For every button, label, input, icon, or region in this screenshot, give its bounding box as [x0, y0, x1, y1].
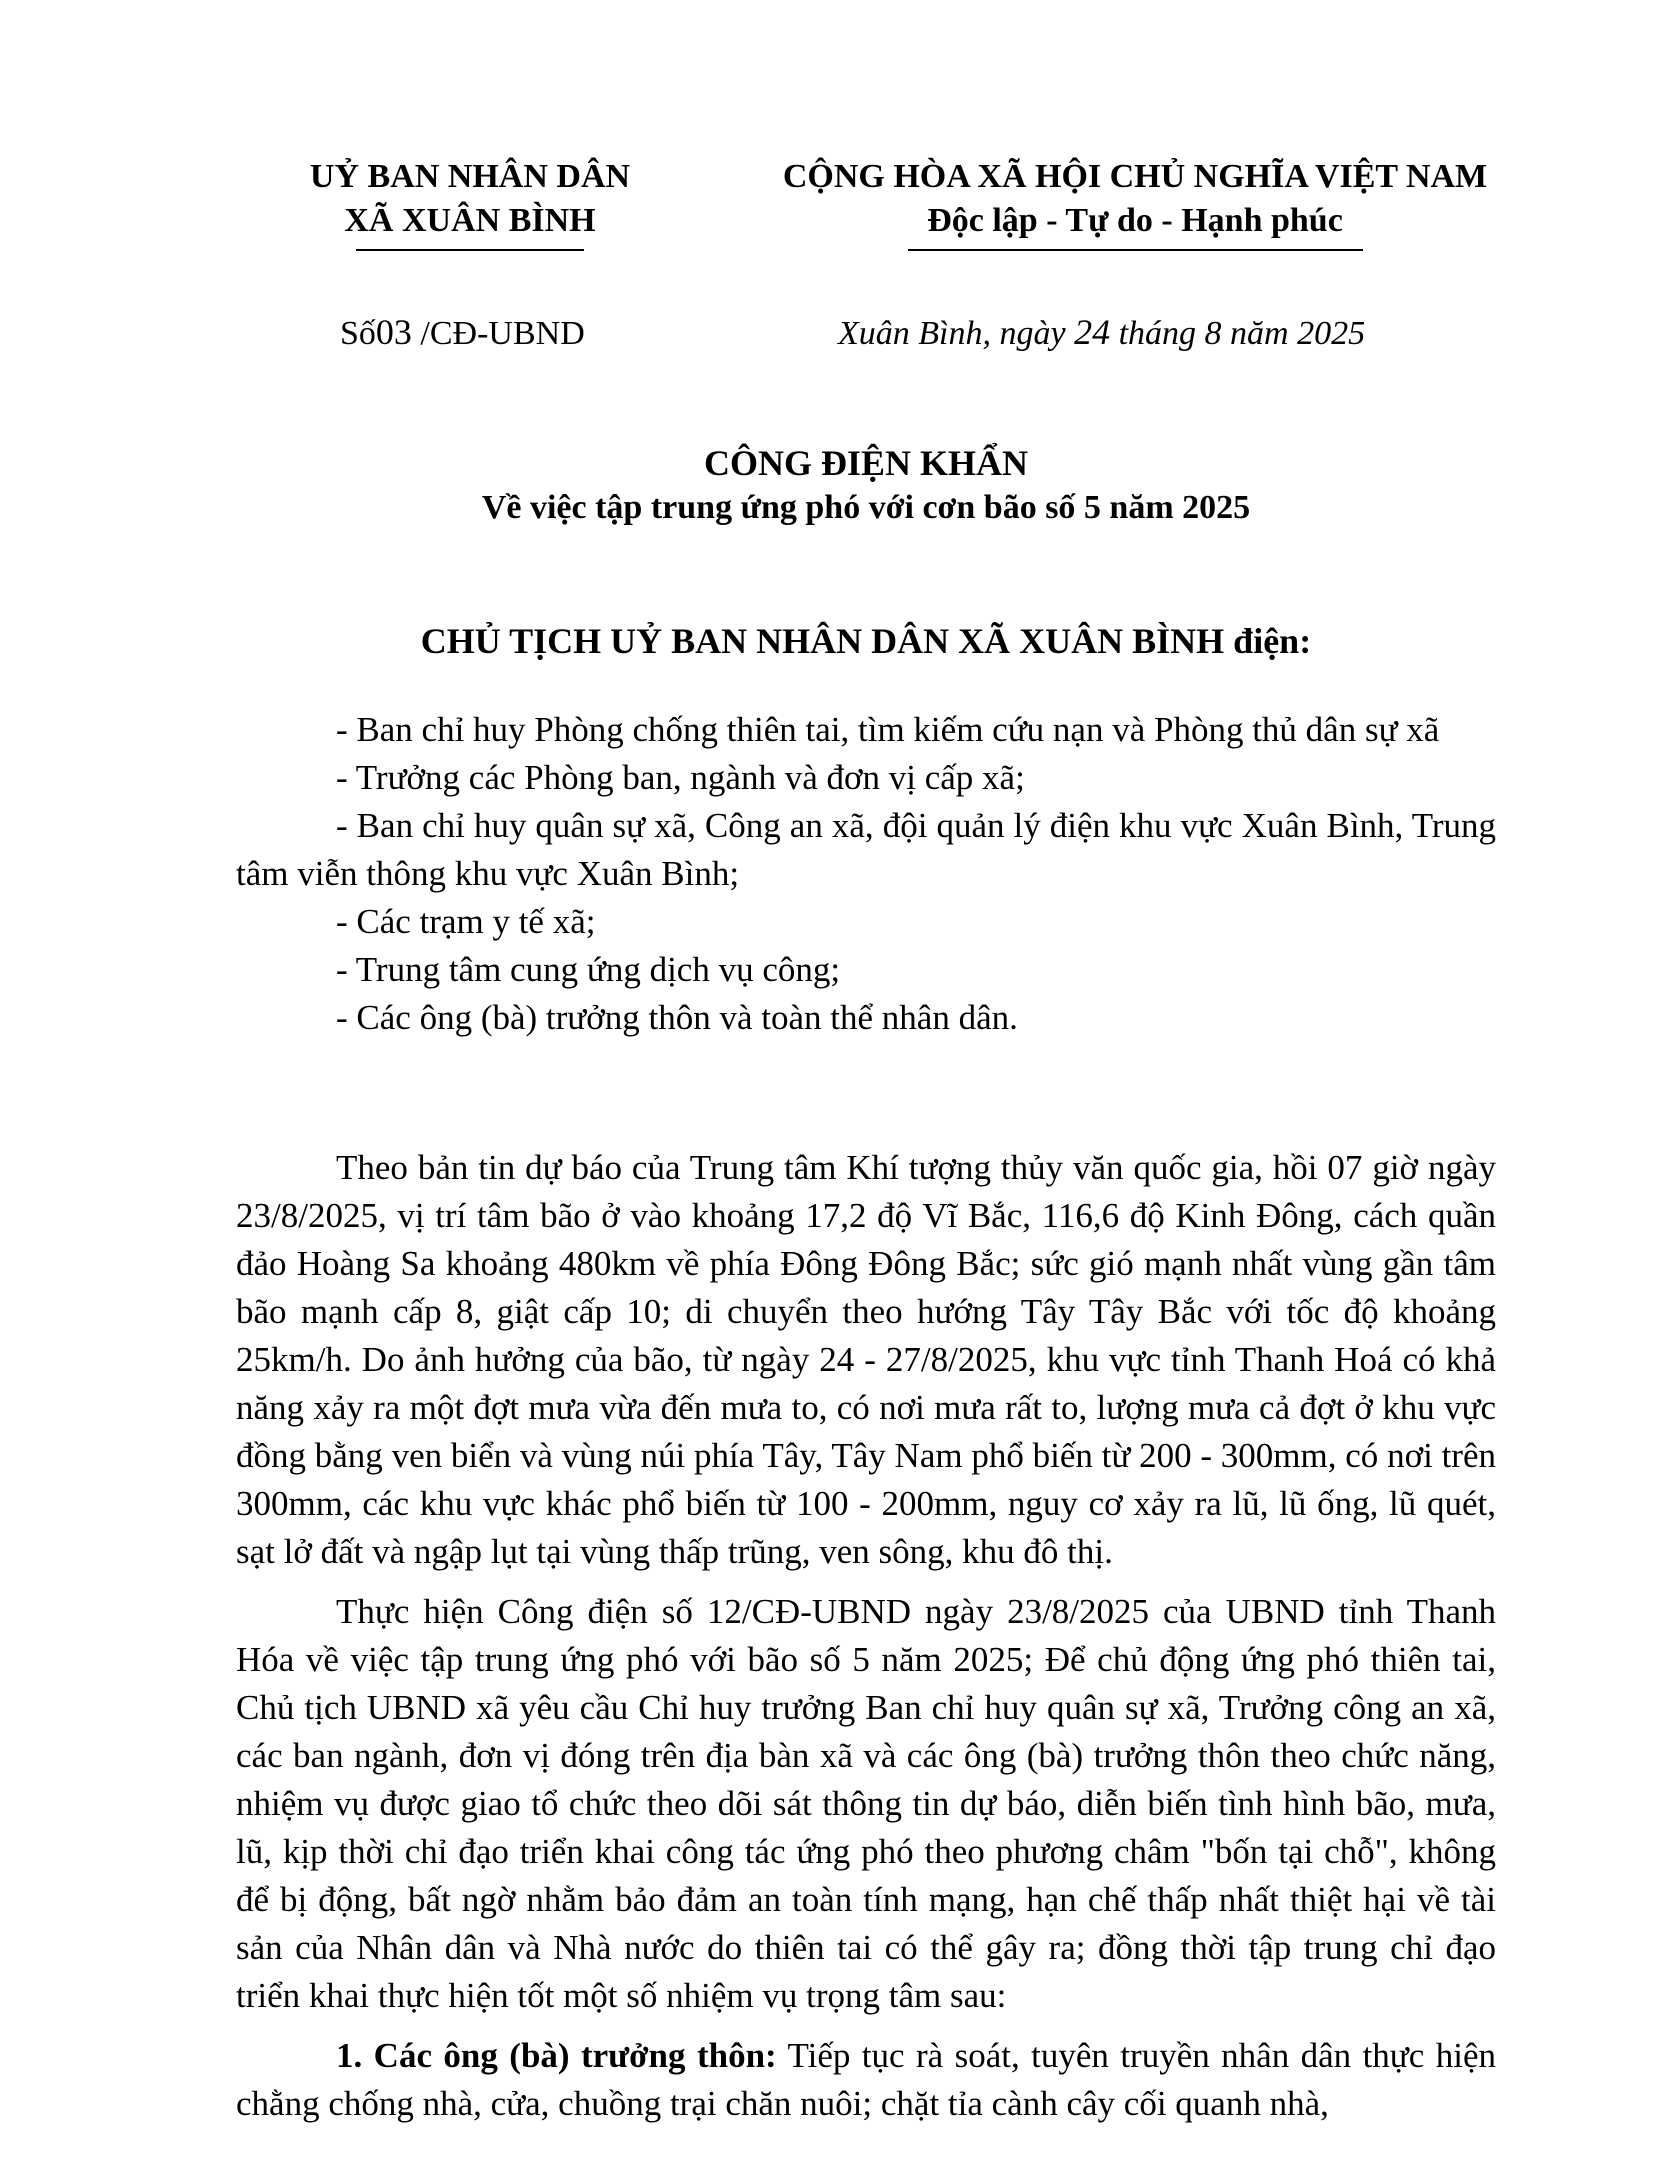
document-number — [340, 312, 585, 354]
document-number-suffix: /CĐ-UBND — [411, 315, 585, 352]
date-day: 24 — [1074, 312, 1111, 352]
recipient-item: - Các trạm y tế xã; — [336, 902, 596, 941]
issuing-authority-line2: XÃ XUÂN BÌNH — [344, 202, 596, 239]
item-1-text: Tiếp tục rà soát, tuyên truyền nhân dân thực hiện chằng chống nhà, cửa, chuồng trại chăn nuôi; chặt tỉa cành cây cối quanh nhà, — [236, 2036, 1496, 2123]
recipient-item: - Ban chỉ huy quân sự xã, Công an xã, đội quản lý điện khu vực Xuân Bình, Trung tâm viễn thông khu vực Xuân Bình; — [236, 806, 1496, 893]
document-date — [838, 312, 1365, 354]
recipient-item: - Các ông (bà) trưởng thôn và toàn thể nhân dân. — [336, 998, 1018, 1037]
document-number-prefix: Số — [340, 315, 376, 352]
national-motto-block — [740, 155, 1530, 251]
recipient-item: - Ban chỉ huy Phòng chống thiên tai, tìm kiếm cứu nạn và Phòng thủ dân sự xã — [336, 710, 1440, 749]
date-prefix: Xuân Bình, ngày — [838, 315, 1075, 352]
item-1-paragraph — [236, 2032, 1496, 2128]
issuing-authority-line1: UỶ BAN NHÂN DÂN — [309, 158, 631, 195]
directive-paragraph: Thực hiện Công điện số 12/CĐ-UBND ngày 23/8/2025 của UBND tỉnh Thanh Hóa về việc tập trung ứng phó với bão số 5 năm 2025; Để chủ động ứng phó thiên tai, Chủ tịch UBND xã yêu cầu Chỉ huy trưởng Ban chỉ huy quân sự xã, Trưởng công an xã, các ban ngành, đơn vị đóng trên địa bàn xã và các ông (bà) trưởng thôn theo chức năng, nhiệm vụ được giao tổ chức theo dõi sát thông tin dự báo, diễn biến tình hình bão, mưa, lũ, kịp thời chỉ đạo triển khai công tác ứng phó theo phương châm "bốn tại chỗ", không để bị động, bất ngờ nhằm bảo đảm an toàn tính mạng, hạn chế thấp nhất thiệt hại về tài sản của Nhân dân và Nhà nước do thiên tai có thể gây ra; đồng thời tập trung chỉ đạo triển khai thực hiện tốt một số nhiệm vụ trọng tâm sau: — [236, 1592, 1496, 2015]
document-number-value: 03 — [375, 312, 412, 352]
sender-line: CHỦ TỊCH UỶ BAN NHÂN DÂN XÃ XUÂN BÌNH điện: — [420, 621, 1312, 661]
national-name: CỘNG HÒA XÃ HỘI CHỦ NGHĨA VIỆT NAM — [782, 158, 1488, 195]
recipient-item: - Trưởng các Phòng ban, ngành và đơn vị cấp xã; — [336, 758, 1025, 797]
issuing-authority-block — [300, 155, 640, 251]
document-body — [236, 1144, 1496, 2140]
document-title: CÔNG ĐIỆN KHẨN — [703, 443, 1029, 483]
motto-underline — [908, 249, 1363, 251]
national-motto: Độc lập - Tự do - Hạnh phúc — [927, 202, 1343, 239]
document-subject: Về việc tập trung ứng phó với cơn bão số 5 năm 2025 — [481, 489, 1251, 526]
forecast-paragraph: Theo bản tin dự báo của Trung tâm Khí tượng thủy văn quốc gia, hồi 07 giờ ngày 23/8/2025, vị trí tâm bão ở vào khoảng 17,2 độ Vĩ Bắc, 116,6 độ Kinh Đông, cách quần đảo Hoàng Sa khoảng 480km về phía Đông Đông Bắc; sức gió mạnh nhất vùng gần tâm bão mạnh cấp 8, giật cấp 10; di chuyển theo hướng Tây Tây Bắc với tốc độ khoảng 25km/h. Do ảnh hưởng của bão, từ ngày 24 - 27/8/2025, khu vực tỉnh Thanh Hoá có khả năng xảy ra một đợt mưa vừa đến mưa to, có nơi mưa rất to, lượng mưa cả đợt ở khu vực đồng bằng ven biển và vùng núi phía Tây, Tây Nam phổ biến từ 200 - 300mm, có nơi trên 300mm, các khu vực khác phổ biến từ 100 - 200mm, nguy cơ xảy ra lũ, lũ ống, lũ quét, sạt lở đất và ngập lụt tại vùng thấp trũng, ven sông, khu đô thị. — [236, 1148, 1496, 1571]
item-1-heading: 1. Các ông (bà) trưởng thôn: — [336, 2036, 777, 2075]
recipient-item: - Trung tâm cung ứng dịch vụ công; — [336, 950, 841, 989]
date-suffix: tháng 8 năm 2025 — [1110, 315, 1366, 352]
recipient-list — [236, 706, 1496, 1042]
authority-underline — [356, 249, 584, 251]
